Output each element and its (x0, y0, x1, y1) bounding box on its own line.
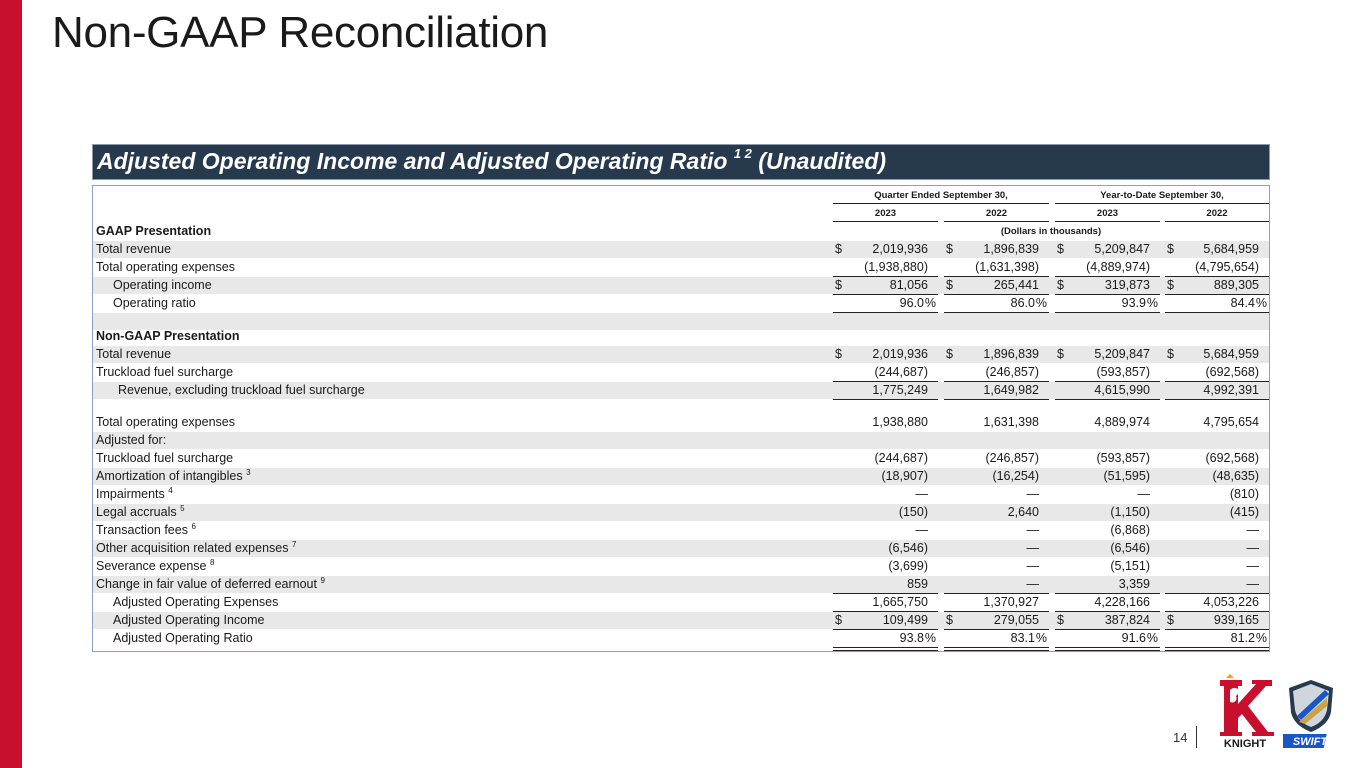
section-label: GAAP Presentation (96, 224, 212, 238)
value: 1,938,880 (872, 415, 928, 429)
currency-symbol: $ (946, 242, 953, 256)
knight-wordmark: KNIGHT (1223, 738, 1267, 750)
value-cell (1165, 522, 1269, 539)
units-label: (Dollars in thousands) (1000, 226, 1102, 237)
page-number: 14 (1173, 730, 1188, 745)
value-cell (833, 364, 938, 381)
value: (692,568) (1205, 451, 1259, 465)
value-cell (1165, 259, 1269, 276)
value: 387,824 (1104, 613, 1150, 627)
table-row (93, 295, 1269, 312)
value-cell (1055, 241, 1160, 258)
value: (810) (1229, 487, 1259, 501)
value: (18,907) (881, 469, 928, 483)
value: 2,019,936 (872, 347, 928, 361)
value-cell (1165, 295, 1269, 312)
value: 4,992,391 (1203, 383, 1259, 397)
row-label: Revenue, excluding truckload fuel surcharge (118, 383, 365, 397)
row-label: Adjusted Operating Expenses (113, 595, 279, 609)
row-label: Operating ratio (113, 296, 196, 310)
value: (4,889,974) (1086, 260, 1150, 274)
footnote-ref: 3 (246, 468, 251, 477)
value-cell (1165, 382, 1269, 399)
value: 81.2 (1230, 631, 1255, 645)
value-cell (944, 295, 1049, 312)
value-cell (833, 259, 938, 276)
value-cell (1165, 277, 1269, 294)
value: 279,055 (993, 613, 1039, 627)
page-separator (1196, 726, 1197, 748)
value: 5,209,847 (1094, 242, 1150, 256)
row-label: Legal accruals $^5$ (96, 504, 185, 519)
value-cell (1055, 414, 1160, 431)
value: 3,359 (1118, 577, 1150, 591)
table-row (93, 364, 1269, 381)
section-label: Non-GAAP Presentation (96, 329, 240, 343)
value-cell (833, 558, 938, 575)
row-label: Impairments $^4$ (96, 486, 173, 501)
row-label: Truckload fuel surcharge (96, 365, 234, 379)
value: (244,687) (874, 365, 928, 379)
value: — (1246, 577, 1259, 591)
value-cell (1165, 468, 1269, 485)
value: 5,209,847 (1094, 347, 1150, 361)
value: 93.9 (1121, 296, 1146, 310)
row-label: Amortization of intangibles $^3$ (96, 468, 251, 483)
value: 319,873 (1104, 278, 1150, 292)
value-cell (944, 259, 1049, 276)
value: 265,441 (993, 278, 1039, 292)
value-cell (944, 576, 1049, 593)
currency-symbol: $ (835, 347, 842, 361)
footnote-ref: 7 (291, 540, 297, 549)
header-year: 2023 (874, 208, 897, 219)
value-cell (1165, 576, 1269, 593)
value-cell (1165, 414, 1269, 431)
swift-logo (1283, 676, 1339, 748)
value-cell (944, 540, 1049, 557)
value: — (1026, 559, 1039, 573)
value-cell (1165, 486, 1269, 503)
currency-symbol: $ (946, 347, 953, 361)
value-cell (833, 432, 938, 449)
value-cell (1165, 540, 1269, 557)
value: — (915, 523, 928, 537)
accent-bar (0, 0, 22, 768)
value-cell (944, 486, 1049, 503)
value-cell (1055, 346, 1160, 363)
value-cell (1165, 504, 1269, 521)
value: 96.0 (899, 296, 924, 310)
table-row (93, 259, 1269, 276)
currency-symbol: $ (1057, 278, 1064, 292)
percent-symbol: % (924, 631, 936, 645)
currency-symbol: $ (946, 613, 953, 627)
currency-symbol: $ (835, 613, 842, 627)
value: 1,631,398 (983, 415, 1039, 429)
value-cell (1165, 450, 1269, 467)
row-label: Operating income (113, 278, 212, 292)
value-cell (1055, 259, 1160, 276)
value-cell (1055, 382, 1160, 399)
row-label: Other acquisition related expenses $^7$ (96, 540, 297, 555)
value-cell (1055, 522, 1160, 539)
footnote-ref: 4 (168, 486, 173, 495)
currency-symbol: $ (1167, 278, 1174, 292)
percent-symbol: % (1255, 631, 1267, 645)
value: (692,568) (1205, 365, 1259, 379)
value-cell (944, 364, 1049, 381)
footnote-ref: 5 (180, 504, 185, 513)
percent-symbol: % (1255, 296, 1267, 310)
value-cell (944, 382, 1049, 399)
value: 83.1 (1010, 631, 1035, 645)
value: (3,699) (888, 559, 928, 573)
value-cell (833, 414, 938, 431)
table-row (93, 558, 1269, 575)
currency-symbol: $ (1057, 242, 1064, 256)
value-cell (944, 450, 1049, 467)
value-cell (833, 540, 938, 557)
value-cell (944, 346, 1049, 363)
value: (6,868) (1110, 523, 1150, 537)
value: 81,056 (889, 278, 928, 292)
value: (593,857) (1096, 365, 1150, 379)
value: 84.4 (1230, 296, 1255, 310)
header-year: 2022 (1206, 208, 1228, 219)
percent-symbol: % (1146, 296, 1158, 310)
value-cell (944, 241, 1049, 258)
table-row (93, 277, 1269, 294)
value-cell (1055, 295, 1160, 312)
value-cell (833, 277, 938, 294)
currency-symbol: $ (1167, 242, 1174, 256)
header-year: 2023 (1096, 208, 1119, 219)
value-cell (1055, 468, 1160, 485)
section-nongaap (93, 328, 1269, 345)
header-ytd: Year-to-Date September 30, (1100, 190, 1224, 201)
currency-symbol: $ (1167, 613, 1174, 627)
row-label: Change in fair value of deferred earnout $^9$ (96, 576, 325, 591)
value: 1,370,927 (983, 595, 1039, 609)
table-row (93, 612, 1269, 629)
footnote-ref: 6 (191, 522, 196, 531)
value-cell (944, 468, 1049, 485)
value-cell (833, 522, 938, 539)
value: (16,254) (992, 469, 1039, 483)
value: 86.0 (1010, 296, 1035, 310)
value-cell (833, 576, 938, 593)
row-label: Severance expense $^8$ (96, 558, 215, 573)
value: 2,019,936 (872, 242, 928, 256)
table-banner (92, 144, 1270, 180)
section-gaap (93, 223, 1269, 240)
value-cell (833, 504, 938, 521)
value: 1,896,839 (983, 242, 1039, 256)
table-row (93, 468, 1269, 485)
value: (246,857) (985, 451, 1039, 465)
currency-symbol: $ (1057, 613, 1064, 627)
value: 2,640 (1007, 505, 1039, 519)
value: — (1246, 541, 1259, 555)
percent-symbol: % (1035, 296, 1047, 310)
value: 4,228,166 (1094, 595, 1150, 609)
value: 109,499 (882, 613, 928, 627)
value: — (1246, 523, 1259, 537)
value: — (915, 487, 928, 501)
value: (415) (1229, 505, 1259, 519)
table-row (93, 540, 1269, 557)
value-cell (1165, 346, 1269, 363)
value: (6,546) (1110, 541, 1150, 555)
value-cell (944, 630, 1049, 647)
table-row (93, 382, 1269, 399)
value: 93.8 (899, 631, 924, 645)
value-cell (944, 594, 1049, 611)
row-label: Total revenue (96, 347, 172, 361)
value-cell (1165, 432, 1269, 449)
value: — (1026, 487, 1039, 501)
value-cell (1165, 364, 1269, 381)
value-cell (833, 295, 938, 312)
value: (5,151) (1110, 559, 1150, 573)
currency-symbol: $ (1167, 347, 1174, 361)
value-cell (1055, 432, 1160, 449)
row-label: Adjusted for: (96, 433, 167, 447)
table-row (93, 504, 1269, 521)
row-label: Adjusted Operating Ratio (113, 631, 253, 645)
value: (593,857) (1096, 451, 1150, 465)
table-row (93, 576, 1269, 593)
value-cell (833, 346, 938, 363)
value: 1,649,982 (983, 383, 1039, 397)
table-row (93, 414, 1269, 431)
value: 5,684,959 (1203, 347, 1259, 361)
value-cell (1165, 594, 1269, 611)
value: — (1137, 487, 1150, 501)
value-cell (1055, 540, 1160, 557)
value: 91.6 (1121, 631, 1146, 645)
row-label: Adjusted Operating Income (113, 613, 265, 627)
table-row (93, 486, 1269, 503)
percent-symbol: % (924, 296, 936, 310)
value: (6,546) (888, 541, 928, 555)
value-cell (944, 414, 1049, 431)
table-row (93, 432, 1269, 449)
footnote-ref: 9 (320, 576, 325, 585)
page-title: Non-GAAP Reconciliation (52, 8, 549, 57)
knight-logo (1212, 674, 1278, 750)
value: (4,795,654) (1195, 260, 1259, 274)
value: 1,775,249 (872, 383, 928, 397)
value: 5,684,959 (1203, 242, 1259, 256)
value-cell (1055, 630, 1160, 647)
value-cell (833, 612, 938, 629)
header-year: 2022 (985, 208, 1008, 219)
value-cell (1055, 450, 1160, 467)
value-cell (944, 558, 1049, 575)
table-row (93, 241, 1269, 258)
table-row (93, 522, 1269, 539)
value: (1,150) (1110, 505, 1150, 519)
value-cell (1055, 504, 1160, 521)
value-cell (833, 630, 938, 647)
value-cell (833, 594, 938, 611)
currency-symbol: $ (1057, 347, 1064, 361)
value-cell (944, 504, 1049, 521)
value-cell (1165, 558, 1269, 575)
percent-symbol: % (1146, 631, 1158, 645)
value-cell (833, 468, 938, 485)
swift-wordmark: SWIFT (1292, 736, 1328, 748)
value: (246,857) (985, 365, 1039, 379)
value: 4,615,990 (1094, 383, 1150, 397)
value-cell (1055, 558, 1160, 575)
value: — (1026, 523, 1039, 537)
value-cell (944, 277, 1049, 294)
row-label: Total operating expenses (96, 260, 235, 274)
value-cell (1165, 630, 1269, 647)
row-label: Total revenue (96, 242, 172, 256)
value: 1,665,750 (872, 595, 928, 609)
banner-title: Adjusted Operating Income and Adjusted Operating Ratio $^{1 2}$ (Unaudited) (97, 146, 887, 174)
value: 4,795,654 (1203, 415, 1259, 429)
row-label: Transaction fees $^6$ (96, 522, 196, 537)
currency-symbol: $ (946, 278, 953, 292)
value: 939,165 (1213, 613, 1259, 627)
value-cell (833, 486, 938, 503)
value-cell (833, 382, 938, 399)
value: — (1246, 559, 1259, 573)
value: — (1026, 577, 1039, 591)
value-cell (1165, 241, 1269, 258)
value-cell (1055, 612, 1160, 629)
table-row (93, 630, 1269, 647)
value: 859 (907, 577, 928, 591)
footnote-ref: 8 (209, 558, 215, 567)
row-label: Truckload fuel surcharge (96, 451, 234, 465)
row-label: Total operating expenses (96, 415, 235, 429)
table-row (93, 594, 1269, 611)
header-quarter: Quarter Ended September 30, (874, 190, 1008, 201)
value-cell (1165, 612, 1269, 629)
value-cell (1055, 277, 1160, 294)
value: 889,305 (1213, 278, 1259, 292)
value: (1,938,880) (864, 260, 928, 274)
value: 4,889,974 (1094, 415, 1150, 429)
value-cell (833, 450, 938, 467)
value-cell (833, 241, 938, 258)
value: (150) (898, 505, 928, 519)
table-row (93, 450, 1269, 467)
value-cell (1055, 364, 1160, 381)
value-cell (944, 612, 1049, 629)
value-cell (1055, 486, 1160, 503)
value: 4,053,226 (1203, 595, 1259, 609)
value: 1,896,839 (983, 347, 1039, 361)
percent-symbol: % (1035, 631, 1047, 645)
value-cell (944, 522, 1049, 539)
banner-footnotes: 1 2 (733, 146, 752, 161)
value: (51,595) (1103, 469, 1150, 483)
currency-symbol: $ (835, 242, 842, 256)
value: — (1026, 541, 1039, 555)
value-cell (944, 432, 1049, 449)
value: (1,631,398) (975, 260, 1039, 274)
value: (244,687) (874, 451, 928, 465)
table-row (93, 346, 1269, 363)
currency-symbol: $ (835, 278, 842, 292)
value-cell (1055, 576, 1160, 593)
value-cell (1055, 594, 1160, 611)
value: (48,635) (1212, 469, 1259, 483)
